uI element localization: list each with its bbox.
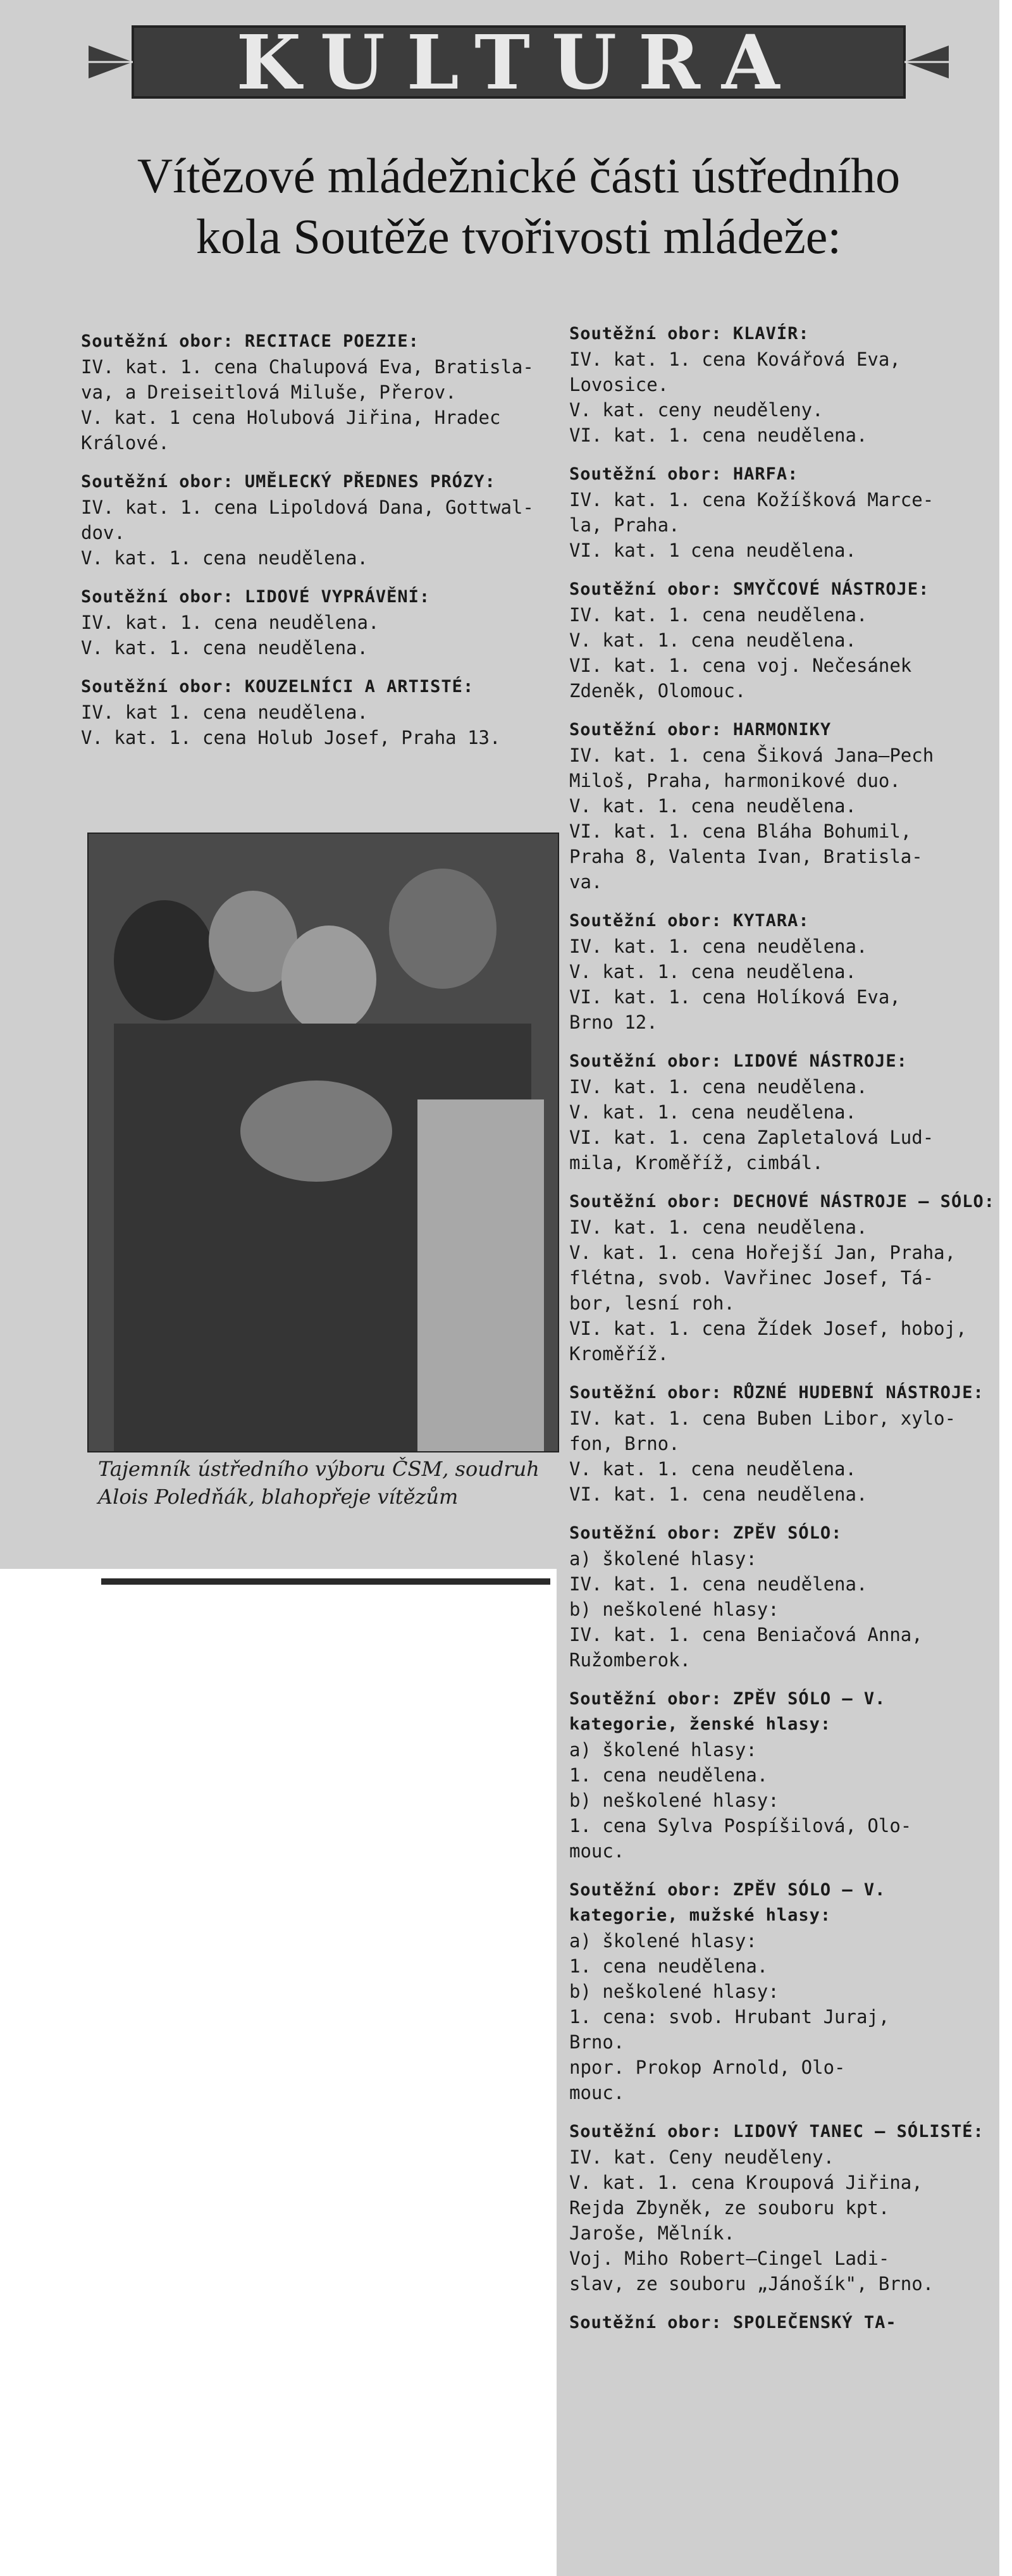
section-heading: Soutěžní obor: RŮZNÉ HUDEBNÍ NÁSTROJE: xyxy=(569,1383,984,1403)
section-line: V. kat. 1. cena neudělena. xyxy=(569,795,856,817)
section-line: V. kat. ceny neuděleny. xyxy=(569,399,824,421)
section-line: IV. kat. 1. cena neudělena. xyxy=(569,1217,868,1238)
section-heading: Soutěžní obor: RECITACE POEZIE: xyxy=(81,331,419,351)
section-line: IV. kat. 1. cena Lipoldová Dana, Gottwal- xyxy=(81,497,534,518)
section xyxy=(81,674,549,750)
section-line: VI. kat. 1 cena neudělena. xyxy=(569,540,856,561)
section xyxy=(569,1687,999,1864)
section-line: la, Praha. xyxy=(569,514,680,536)
section-line: 1. cena Sylva Pospíšilová, Olo- xyxy=(569,1815,912,1836)
section-line: 1. cena neudělena. xyxy=(569,1955,768,1977)
section-heading: Soutěžní obor: UMĚLECKÝ PŘEDNES PRÓZY: xyxy=(81,472,496,492)
section-line: IV. kat. 1. cena Buben Libor, xylo- xyxy=(569,1408,956,1429)
section-line: V. kat. 1. cena neudělena. xyxy=(569,629,856,651)
section-heading: Soutěžní obor: ZPĚV SÓLO — V. kategorie, mužské hlasy: xyxy=(569,1880,886,1925)
section-line: IV. kat. 1. cena neudělena. xyxy=(81,612,379,633)
section-line: IV. kat. 1. cena neudělena. xyxy=(569,936,868,957)
section xyxy=(569,1521,999,1673)
section-line: Brno. xyxy=(569,2031,625,2053)
section-heading: Soutěžní obor: LIDOVÝ TANEC — SÓLISTÉ: xyxy=(569,2122,984,2141)
headline-line-1: Vítězové mládežnické části ústředního xyxy=(137,148,901,203)
section-heading: Soutěžní obor: SMYČCOVÉ NÁSTROJE: xyxy=(569,579,930,599)
section-line: VI. kat. 1. cena neudělena. xyxy=(569,424,868,446)
section-line: 1. cena neudělena. xyxy=(569,1764,768,1786)
clipping-edge-rule xyxy=(101,1578,550,1585)
section xyxy=(569,1380,999,1507)
section xyxy=(81,469,549,571)
section-line: mouc. xyxy=(569,2082,625,2103)
section-line: IV. kat. 1. cena Kožíšková Marce- xyxy=(569,489,934,511)
section-heading: Soutěžní obor: KLAVÍR: xyxy=(569,324,810,344)
section-line: V. kat. 1. cena Kroupová Jiřina, xyxy=(569,2172,923,2193)
section xyxy=(569,717,999,895)
section-line: a) školené hlasy: xyxy=(569,1930,757,1952)
section-line: dov. xyxy=(81,522,125,543)
section-line: IV. kat. Ceny neuděleny. xyxy=(569,2146,835,2168)
section-line: IV. kat. 1. cena Chalupová Eva, Bratisla- xyxy=(81,356,534,378)
section-heading: Soutěžní obor: KYTARA: xyxy=(569,911,810,931)
section-heading: Soutěžní obor: ZPĚV SÓLO: xyxy=(569,1523,842,1543)
section-line: IV. kat. 1. cena neudělena. xyxy=(569,1076,868,1098)
section-line: slav, ze souboru „Jánošík", Brno. xyxy=(569,2273,934,2294)
section-line: npor. Prokop Arnold, Olo- xyxy=(569,2057,846,2078)
section-line: Voj. Miho Robert—Cingel Ladi- xyxy=(569,2248,890,2269)
section-heading: Soutěžní obor: LIDOVÉ NÁSTROJE: xyxy=(569,1051,908,1071)
section-line: a) školené hlasy: xyxy=(569,1739,757,1761)
section-heading: Soutěžní obor: HARMONIKY xyxy=(569,720,832,740)
section-line: b) neškolené hlasy: xyxy=(569,1599,779,1620)
section-line: V. kat. 1. cena Holub Josef, Praha 13. xyxy=(81,727,501,748)
headline-line-2: kola Soutěže tvořivosti mládeže: xyxy=(195,209,842,264)
section-heading: Soutěžní obor: SPOLEČENSKÝ TA- xyxy=(569,2313,897,2332)
section-line: VI. kat. 1. cena Holíková Eva, xyxy=(569,986,901,1008)
section xyxy=(569,2119,999,2296)
section-line: VI. kat. 1. cena neudělena. xyxy=(569,1483,868,1505)
section-line: Praha 8, Valenta Ivan, Bratisla- xyxy=(569,846,923,867)
section-line: IV. kat. 1. cena Šiková Jana—Pech xyxy=(569,745,934,766)
section-line: IV. kat 1. cena neudělena. xyxy=(81,702,368,723)
section xyxy=(569,1049,999,1175)
section-line: V. kat. 1. cena neudělena. xyxy=(569,1458,856,1480)
section xyxy=(569,321,999,448)
news-photo xyxy=(87,833,559,1452)
section-heading: Soutěžní obor: HARFA: xyxy=(569,464,799,484)
section-line: Jaroše, Mělník. xyxy=(569,2222,735,2244)
section-line: Rejda Zbyněk, ze souboru kpt. xyxy=(569,2197,890,2219)
section-line: a) školené hlasy: xyxy=(569,1548,757,1570)
section-heading: Soutěžní obor: KOUZELNÍCI A ARTISTÉ: xyxy=(81,677,474,697)
section-line: Zdeněk, Olomouc. xyxy=(569,680,746,702)
section-line: VI. kat. 1. cena voj. Nečesánek xyxy=(569,655,912,676)
section xyxy=(569,1189,999,1366)
section-line: Ružomberok. xyxy=(569,1649,691,1671)
section-line: IV. kat. 1. cena Beniačová Anna, xyxy=(569,1624,923,1645)
photo-caption: Tajemník ústředního výboru ČSM, soudruh Alois Poledňák, blahopřeje vítězům xyxy=(98,1457,540,1509)
section-line: b) neškolené hlasy: xyxy=(569,1981,779,2002)
section xyxy=(569,908,999,1035)
section xyxy=(81,585,549,660)
section xyxy=(569,2310,999,2336)
section-line: IV. kat. 1. cena Kovářová Eva, xyxy=(569,349,901,370)
section-line: bor, lesní roh. xyxy=(569,1292,735,1314)
headline xyxy=(63,146,974,267)
section-heading: Soutěžní obor: ZPĚV SÓLO — V. kategorie, ženské hlasy: xyxy=(569,1689,886,1734)
section-line: va. xyxy=(569,871,603,893)
section-line: Lovosice. xyxy=(569,374,669,395)
section-line: V. kat. 1. cena neudělena. xyxy=(81,637,368,659)
section-line: V. kat. 1 cena Holubová Jiřina, Hradec xyxy=(81,407,501,428)
section-line: Kroměříž. xyxy=(569,1343,669,1365)
section-line: Brno 12. xyxy=(569,1012,658,1033)
section-heading: Soutěžní obor: DECHOVÉ NÁSTROJE — SÓLO: xyxy=(569,1192,995,1211)
section-line: IV. kat. 1. cena neudělena. xyxy=(569,1573,868,1595)
section-heading: Soutěžní obor: LIDOVÉ VYPRÁVĚNÍ: xyxy=(81,587,431,607)
section-line: Králové. xyxy=(81,432,170,454)
section xyxy=(569,577,999,703)
section-line: mouc. xyxy=(569,1840,625,1862)
right-column xyxy=(569,321,999,2350)
section-line: b) neškolené hlasy: xyxy=(569,1790,779,1811)
left-column xyxy=(81,329,549,764)
section-line: V. kat. 1. cena neudělena. xyxy=(569,1101,856,1123)
section-line: VI. kat. 1. cena Bláha Bohumil, xyxy=(569,820,912,842)
section xyxy=(81,329,549,455)
section-line: VI. kat. 1. cena Zapletalová Lud- xyxy=(569,1127,934,1148)
section-line: 1. cena: svob. Hrubant Juraj, xyxy=(569,2006,890,2028)
banner-title: KULTURA xyxy=(236,18,801,106)
section-line: fon, Brno. xyxy=(569,1433,680,1454)
section-line: Miloš, Praha, harmonikové duo. xyxy=(569,770,901,791)
section-banner xyxy=(89,14,949,110)
section-line: mila, Kroměříž, cimbál. xyxy=(569,1152,824,1173)
section-line: va, a Dreiseitlová Miluše, Přerov. xyxy=(81,381,457,403)
section-line: VI. kat. 1. cena Žídek Josef, hoboj, xyxy=(569,1318,967,1339)
photo-image xyxy=(89,834,558,1451)
section xyxy=(569,462,999,563)
section-line: V. kat. 1. cena Hořejší Jan, Praha, xyxy=(569,1242,956,1263)
section xyxy=(569,1878,999,2105)
section-line: flétna, svob. Vavřinec Josef, Tá- xyxy=(569,1267,934,1289)
section-line: V. kat. 1. cena neudělena. xyxy=(569,961,856,982)
section-line: IV. kat. 1. cena neudělena. xyxy=(569,604,868,626)
section-line: V. kat. 1. cena neudělena. xyxy=(81,547,368,569)
